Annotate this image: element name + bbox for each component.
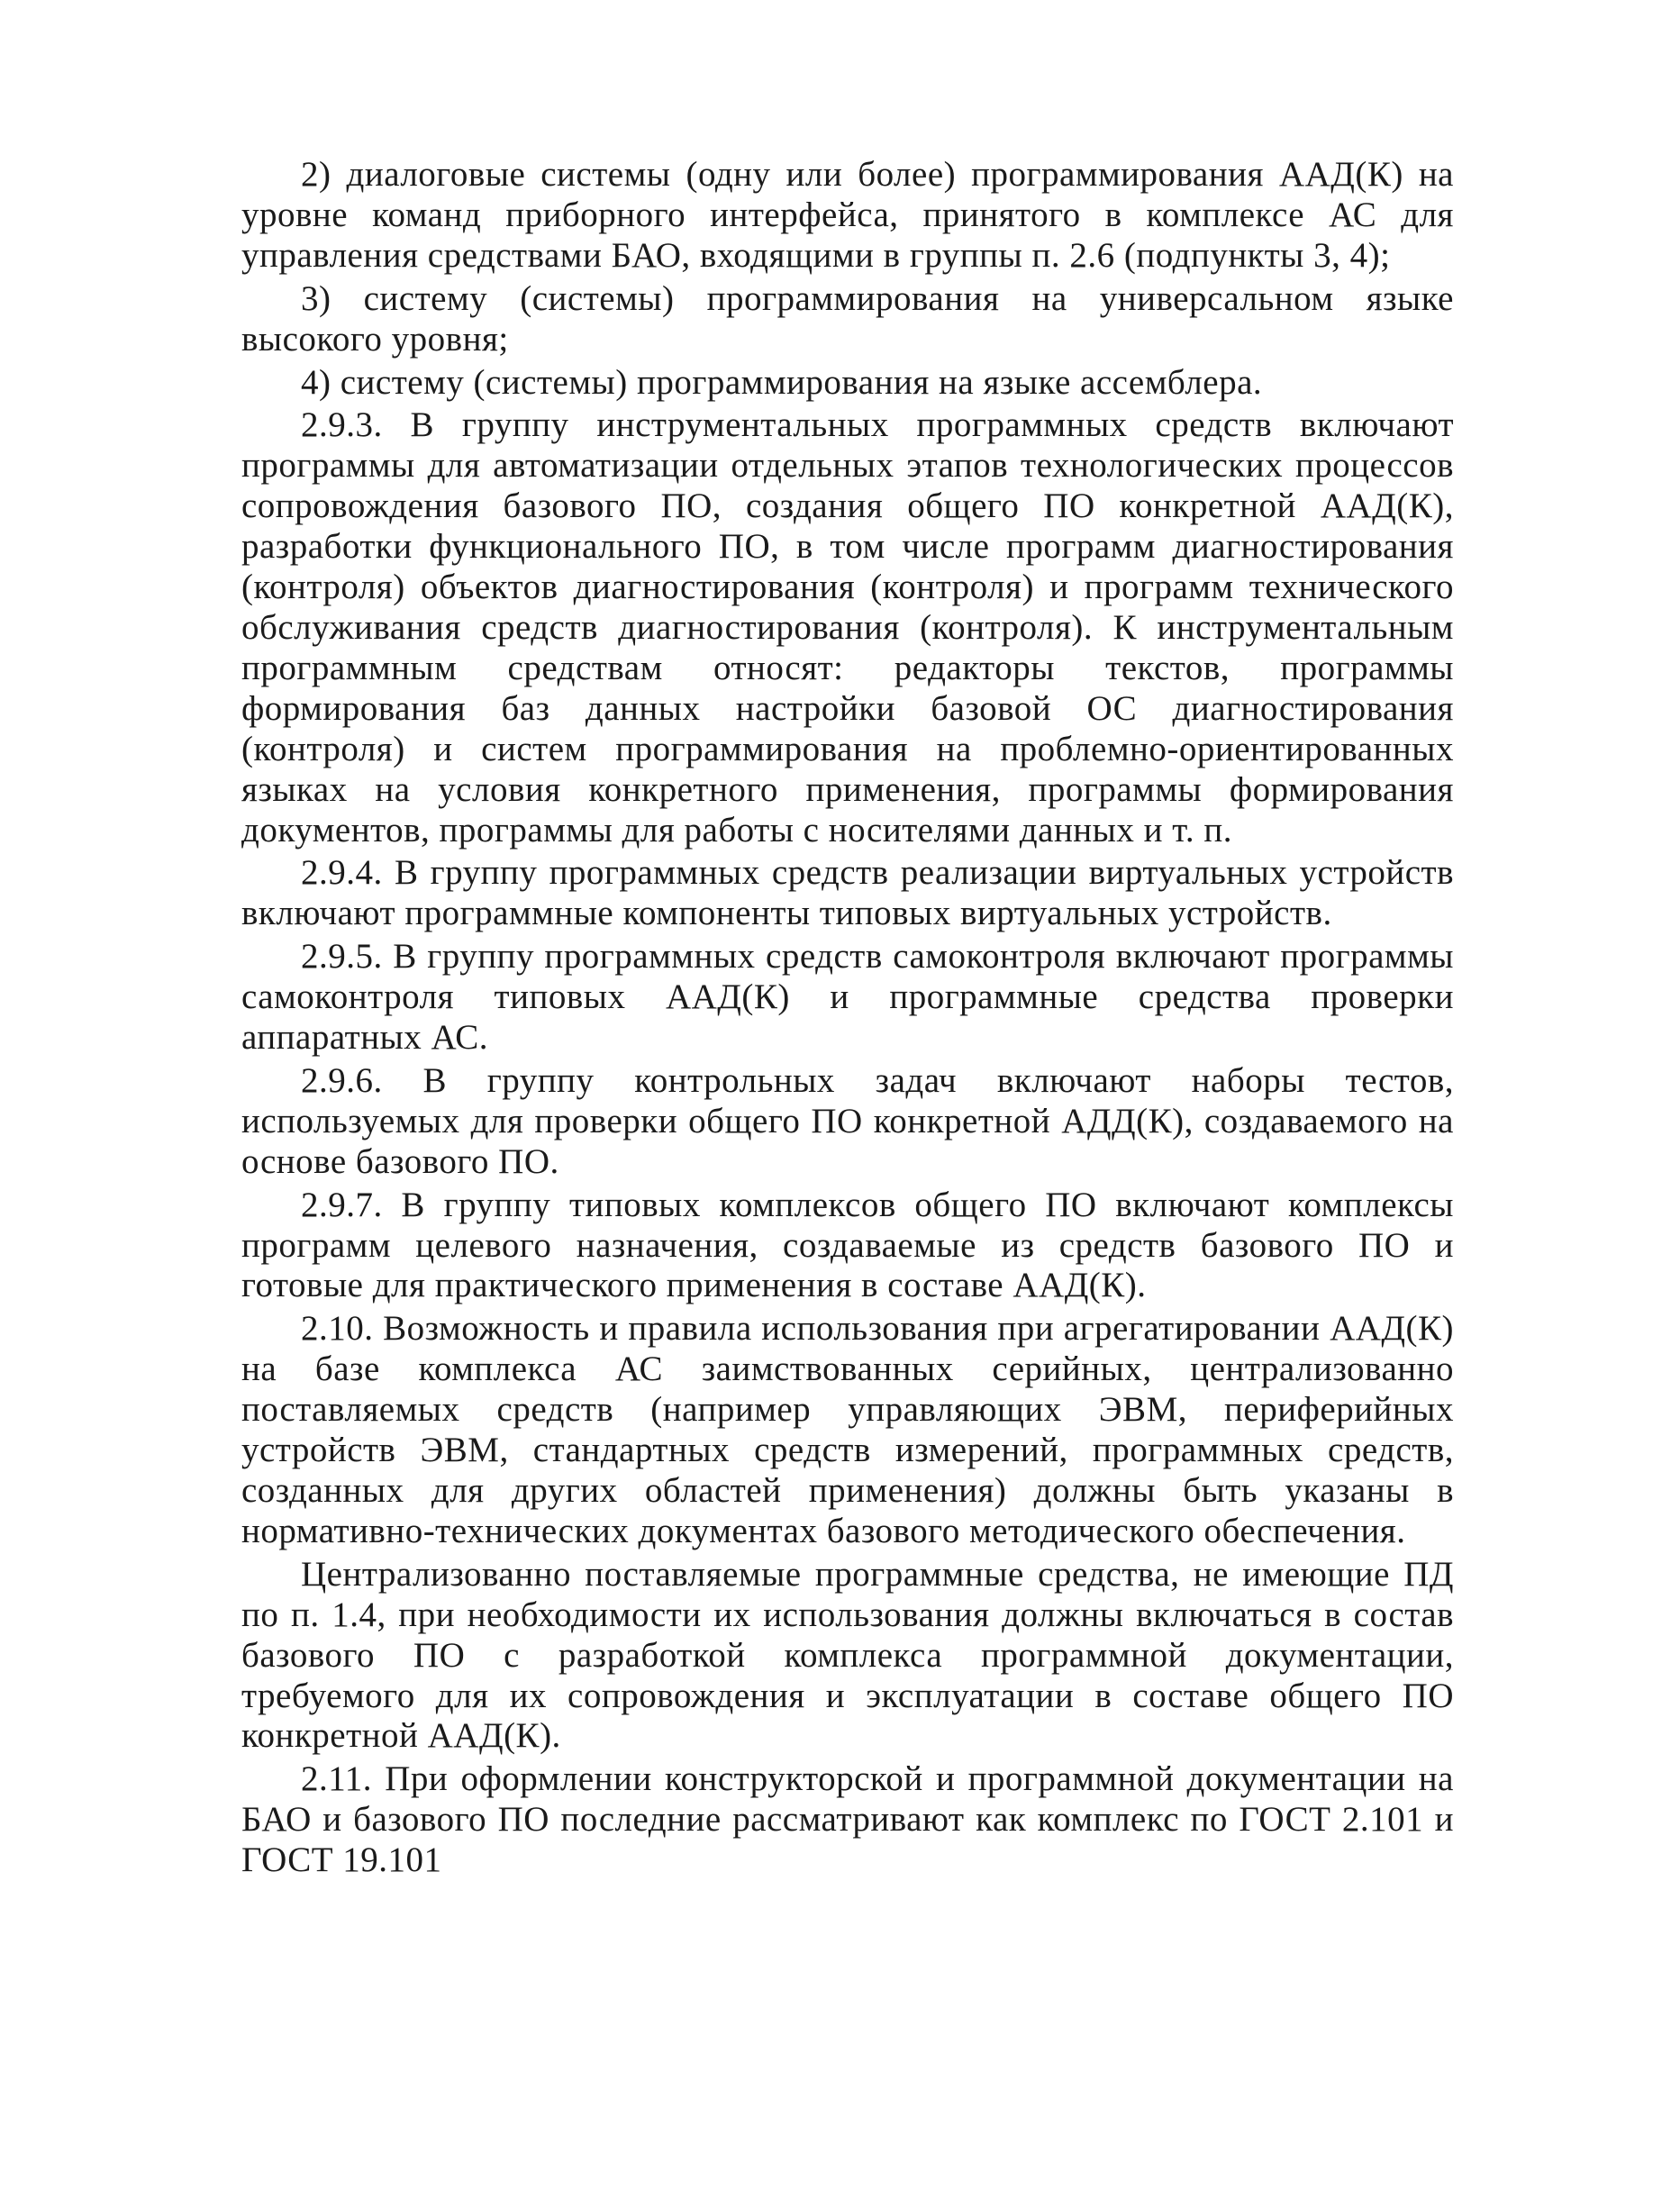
- paragraph-2-9-4: 2.9.4. В группу программных средств реализации виртуальных устройств включают программные компоненты типовых виртуальных устройств.: [241, 853, 1454, 933]
- paragraph-2-9-3: 2.9.3. В группу инструментальных программных средств включают программы для автоматизации отдельных этапов технологических процессов сопровождения базового ПО, создания общего ПО конкретной ААД(К), разработки функционального ПО, в том числе программ диагностирования (контроля) объектов диагностирования (контроля) и программ технического обслуживания средств диагностирования (контроля). К инструментальным программным средствам относят: редакторы текстов, программы формирования баз данных настройки базовой ОС диагностирования (контроля) и систем программирования на проблемно-ориентированных языках на условия конкретного применения, программы формирования документов, программы для работы с носителями данных и т. п.: [241, 405, 1454, 850]
- paragraph-2-11: 2.11. При оформлении конструкторской и программной документации на БАО и базового ПО последние рассматривают как комплекс по ГОСТ 2.101 и ГОСТ 19.101: [241, 1759, 1454, 1880]
- paragraph-2-9-6: 2.9.6. В группу контрольных задач включают наборы тестов, используемых для проверки общего ПО конкретной АДД(К), создаваемого на основе базового ПО.: [241, 1060, 1454, 1181]
- paragraph-4-assembler: 4) систему (системы) программирования на языке ассемблера.: [301, 362, 1263, 402]
- paragraph-centralized-software: Централизованно поставляемые программные средства, не имеющие ПД по п. 1.4, при необходимости их использования должны включаться в состав базового ПО с разработкой комплекса программной документации, требуемого для их сопровождения и эксплуатации в составе общего ПО конкретной ААД(К).: [241, 1554, 1454, 1756]
- paragraph-2-10: 2.10. Возможность и правила использования при агрегатировании ААД(К) на базе комплекса АС заимствованных серийных, централизованно поставляемых средств (например управляющих ЭВМ, периферийных устройств ЭВМ, стандартных средств измерений, программных средств, созданных для других областей применения) должны быть указаны в нормативно-технических документах базового методического обеспечения.: [241, 1309, 1454, 1550]
- paragraph-3-universal-language: 3) систему (системы) программирования на универсальном языке высокого уровня;: [241, 278, 1454, 359]
- paragraph-2-9-5: 2.9.5. В группу программных средств самоконтроля включают программы самоконтроля типовых ААД(К) и программные средства проверки аппаратных АС.: [241, 937, 1454, 1058]
- paragraph-2-9-7: 2.9.7. В группу типовых комплексов общего ПО включают комплексы программ целевого назначения, создаваемые из средств базового ПО и готовые для практического применения в составе ААД(К).: [241, 1185, 1454, 1305]
- paragraph-2-dialog-systems: 2) диалоговые системы (одну или более) программирования ААД(К) на уровне команд приборного интерфейса, принятого в комплексе АС для управления средствами БАО, входящими в группы п. 2.6 (подпункты 3, 4);: [241, 155, 1454, 275]
- document-page: [241, 155, 1454, 1881]
